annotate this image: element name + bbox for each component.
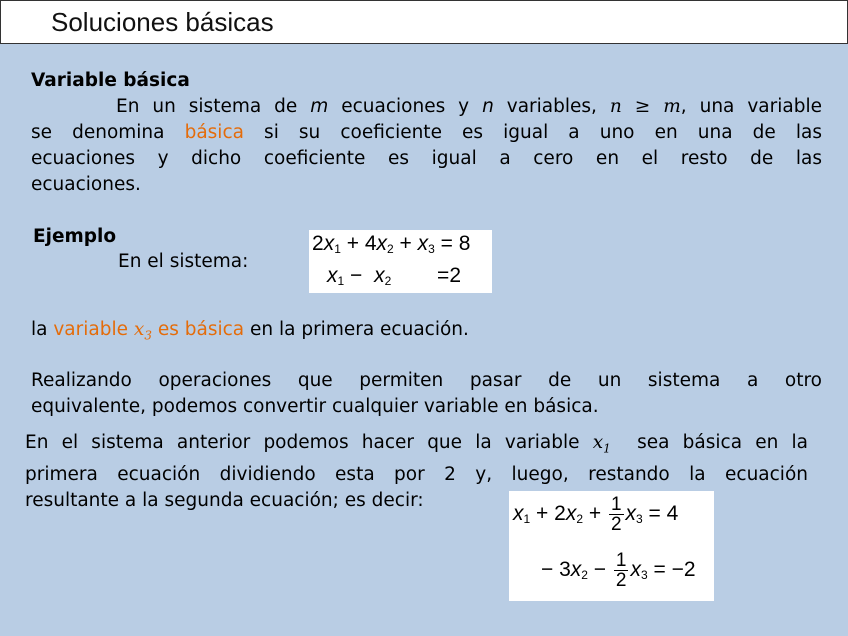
definition-line-3: ecuaciones y dicho coeficiente es igual a cero en el resto de las — [31, 148, 822, 169]
one-half-fraction: $\frac{1}{2}$ — [610, 494, 622, 535]
title-bar — [0, 0, 848, 44]
example-equation-2: $x_1 - x_2 =2$ — [327, 264, 461, 288]
example-equation-1: $2x_1 + 4x_2 + x_3 = 8$ — [312, 232, 471, 256]
equivalence-line-2: equivalente, podemos convertir cualquier variable en básica. — [31, 396, 599, 417]
one-half-fraction: $\frac{1}{2}$ — [615, 550, 627, 591]
x1-variable: $x_1$ — [592, 432, 611, 456]
definition-line-1: En un sistema de m ecuaciones y n variables, n ≥ m, una variable — [116, 96, 822, 117]
result-system — [509, 491, 714, 601]
procedure-line-3: resultante a la segunda ecuación; es decir: — [25, 489, 424, 511]
conclusion-line: la variable $x_3$ es básica en la primera ecuación. — [31, 319, 469, 343]
condition-formula: n ≥ m — [609, 96, 681, 117]
example-intro: En el sistema: — [118, 251, 249, 272]
example-heading: Ejemplo — [33, 226, 117, 247]
equivalence-paragraph — [31, 368, 822, 420]
definition-line-4: ecuaciones. — [31, 174, 141, 195]
basica-highlight: básica — [184, 122, 244, 143]
procedure-line-1: En el sistema anterior podemos hacer que la variable $x_1$ sea básica en la — [25, 432, 808, 456]
result-equation-1: $x_1 + 2x_2$ + $\frac{1}{2}$ $x_3 = 4$ — [513, 494, 679, 535]
definition-paragraph — [31, 94, 822, 198]
definition-line-2: se denomina básica si su coeficiente es igual a uno en una de las — [31, 122, 822, 143]
procedure-line-2: primera ecuación dividiendo esta por 2 y, luego, restando la ecuación — [25, 463, 808, 485]
equivalence-line-1: Realizando operaciones que permiten pasar de un sistema a otro — [31, 370, 822, 391]
x3-variable: $x_3$ — [133, 319, 152, 343]
slide-title: Soluciones básicas — [51, 7, 274, 37]
result-equation-2: − $3x_2$ − $\frac{1}{2}$ $x_3 = -2$ — [541, 550, 696, 591]
section-heading-variable-basica: Variable básica — [31, 70, 190, 91]
example-system — [309, 230, 492, 293]
